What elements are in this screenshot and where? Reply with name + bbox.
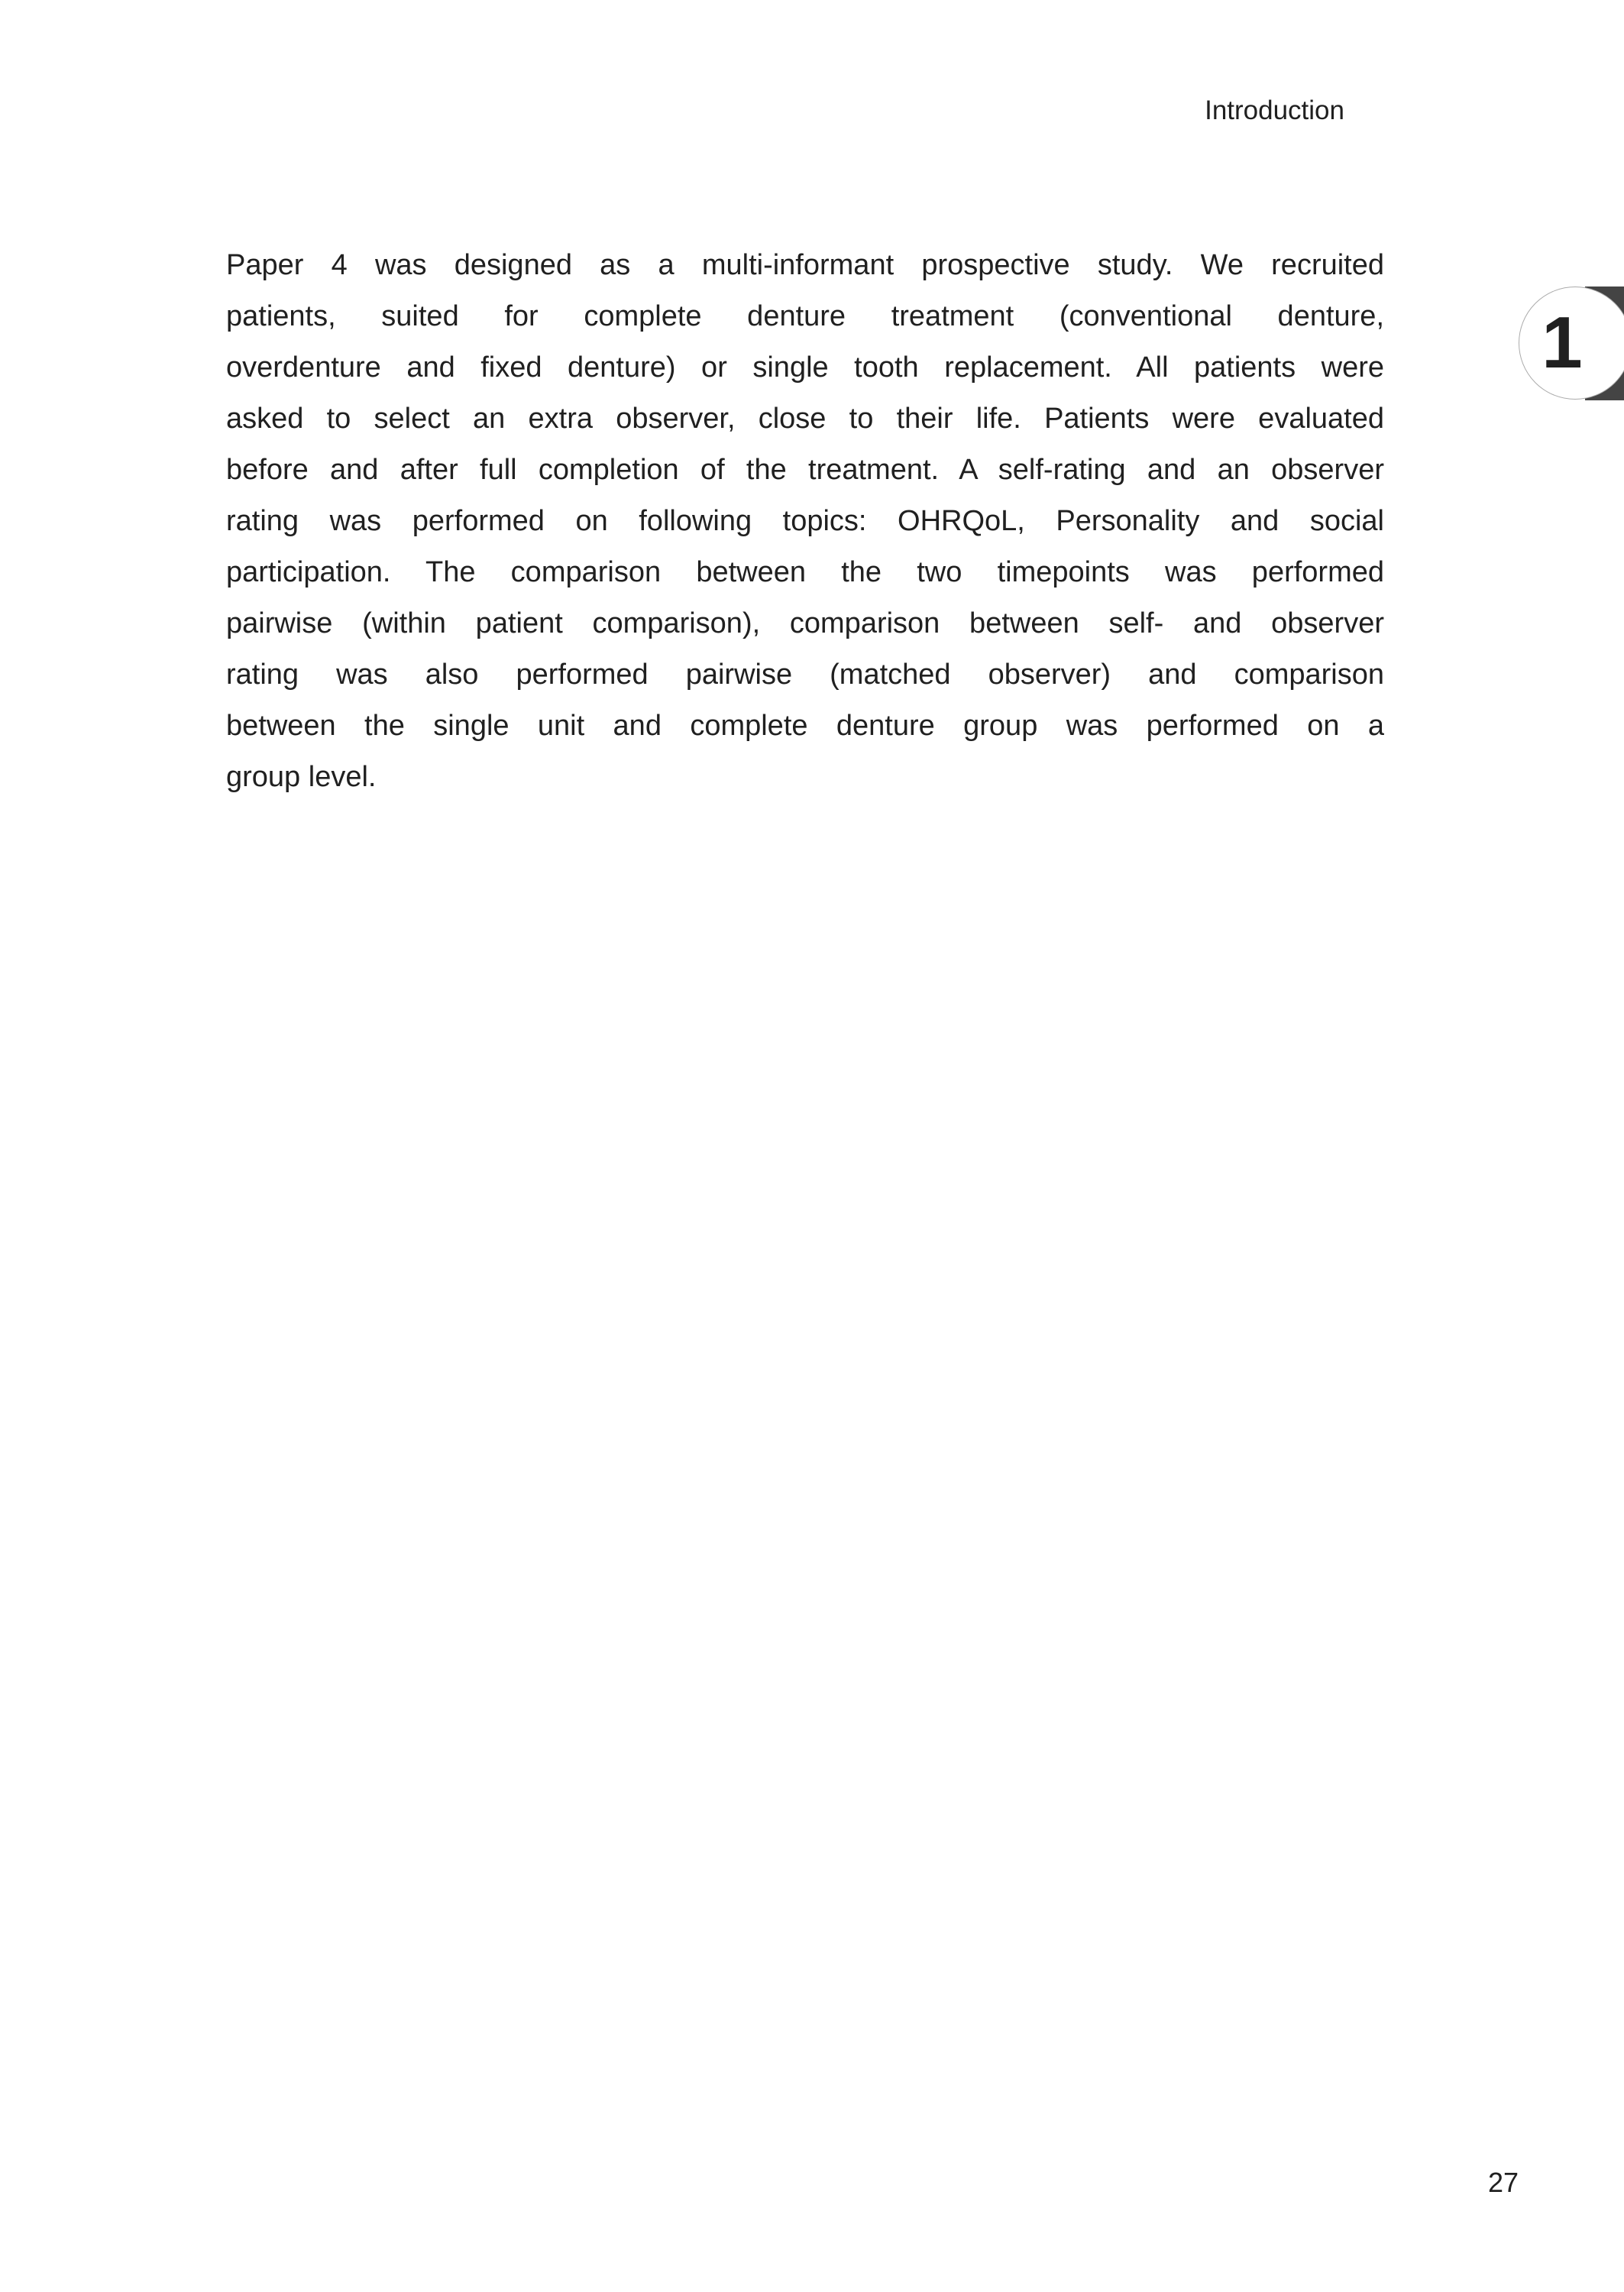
- paragraph-line: group level.: [226, 761, 377, 793]
- paragraph-line: Paper 4 was designed as a multi-informant prospective study. We recruited: [226, 249, 1384, 281]
- paragraph-line: overdenture and fixed denture) or single tooth replacement. All patients were: [226, 351, 1384, 384]
- chapter-number: 1: [1542, 302, 1583, 384]
- paragraph-line: between the single unit and complete denture group was performed on a: [226, 710, 1384, 742]
- paragraph-line: pairwise (within patient comparison), comparison between self- and observer: [226, 607, 1384, 639]
- paragraph-line: rating was also performed pairwise (matched observer) and comparison: [226, 659, 1384, 691]
- running-header: Introduction: [1205, 96, 1344, 125]
- body-paragraph: [226, 240, 1384, 803]
- paragraph-line: before and after full completion of the treatment. A self-rating and an observer: [226, 454, 1384, 486]
- paragraph-line: asked to select an extra observer, close to their life. Patients were evaluated: [226, 403, 1384, 435]
- paragraph-line: rating was performed on following topics: OHRQoL, Personality and social: [226, 505, 1384, 537]
- paragraph-line: patients, suited for complete denture treatment (conventional denture,: [226, 300, 1384, 332]
- paragraph-line: participation. The comparison between the two timepoints was performed: [226, 556, 1384, 588]
- chapter-number-badge: [1519, 286, 1624, 400]
- page-number: 27: [1487, 2167, 1519, 2198]
